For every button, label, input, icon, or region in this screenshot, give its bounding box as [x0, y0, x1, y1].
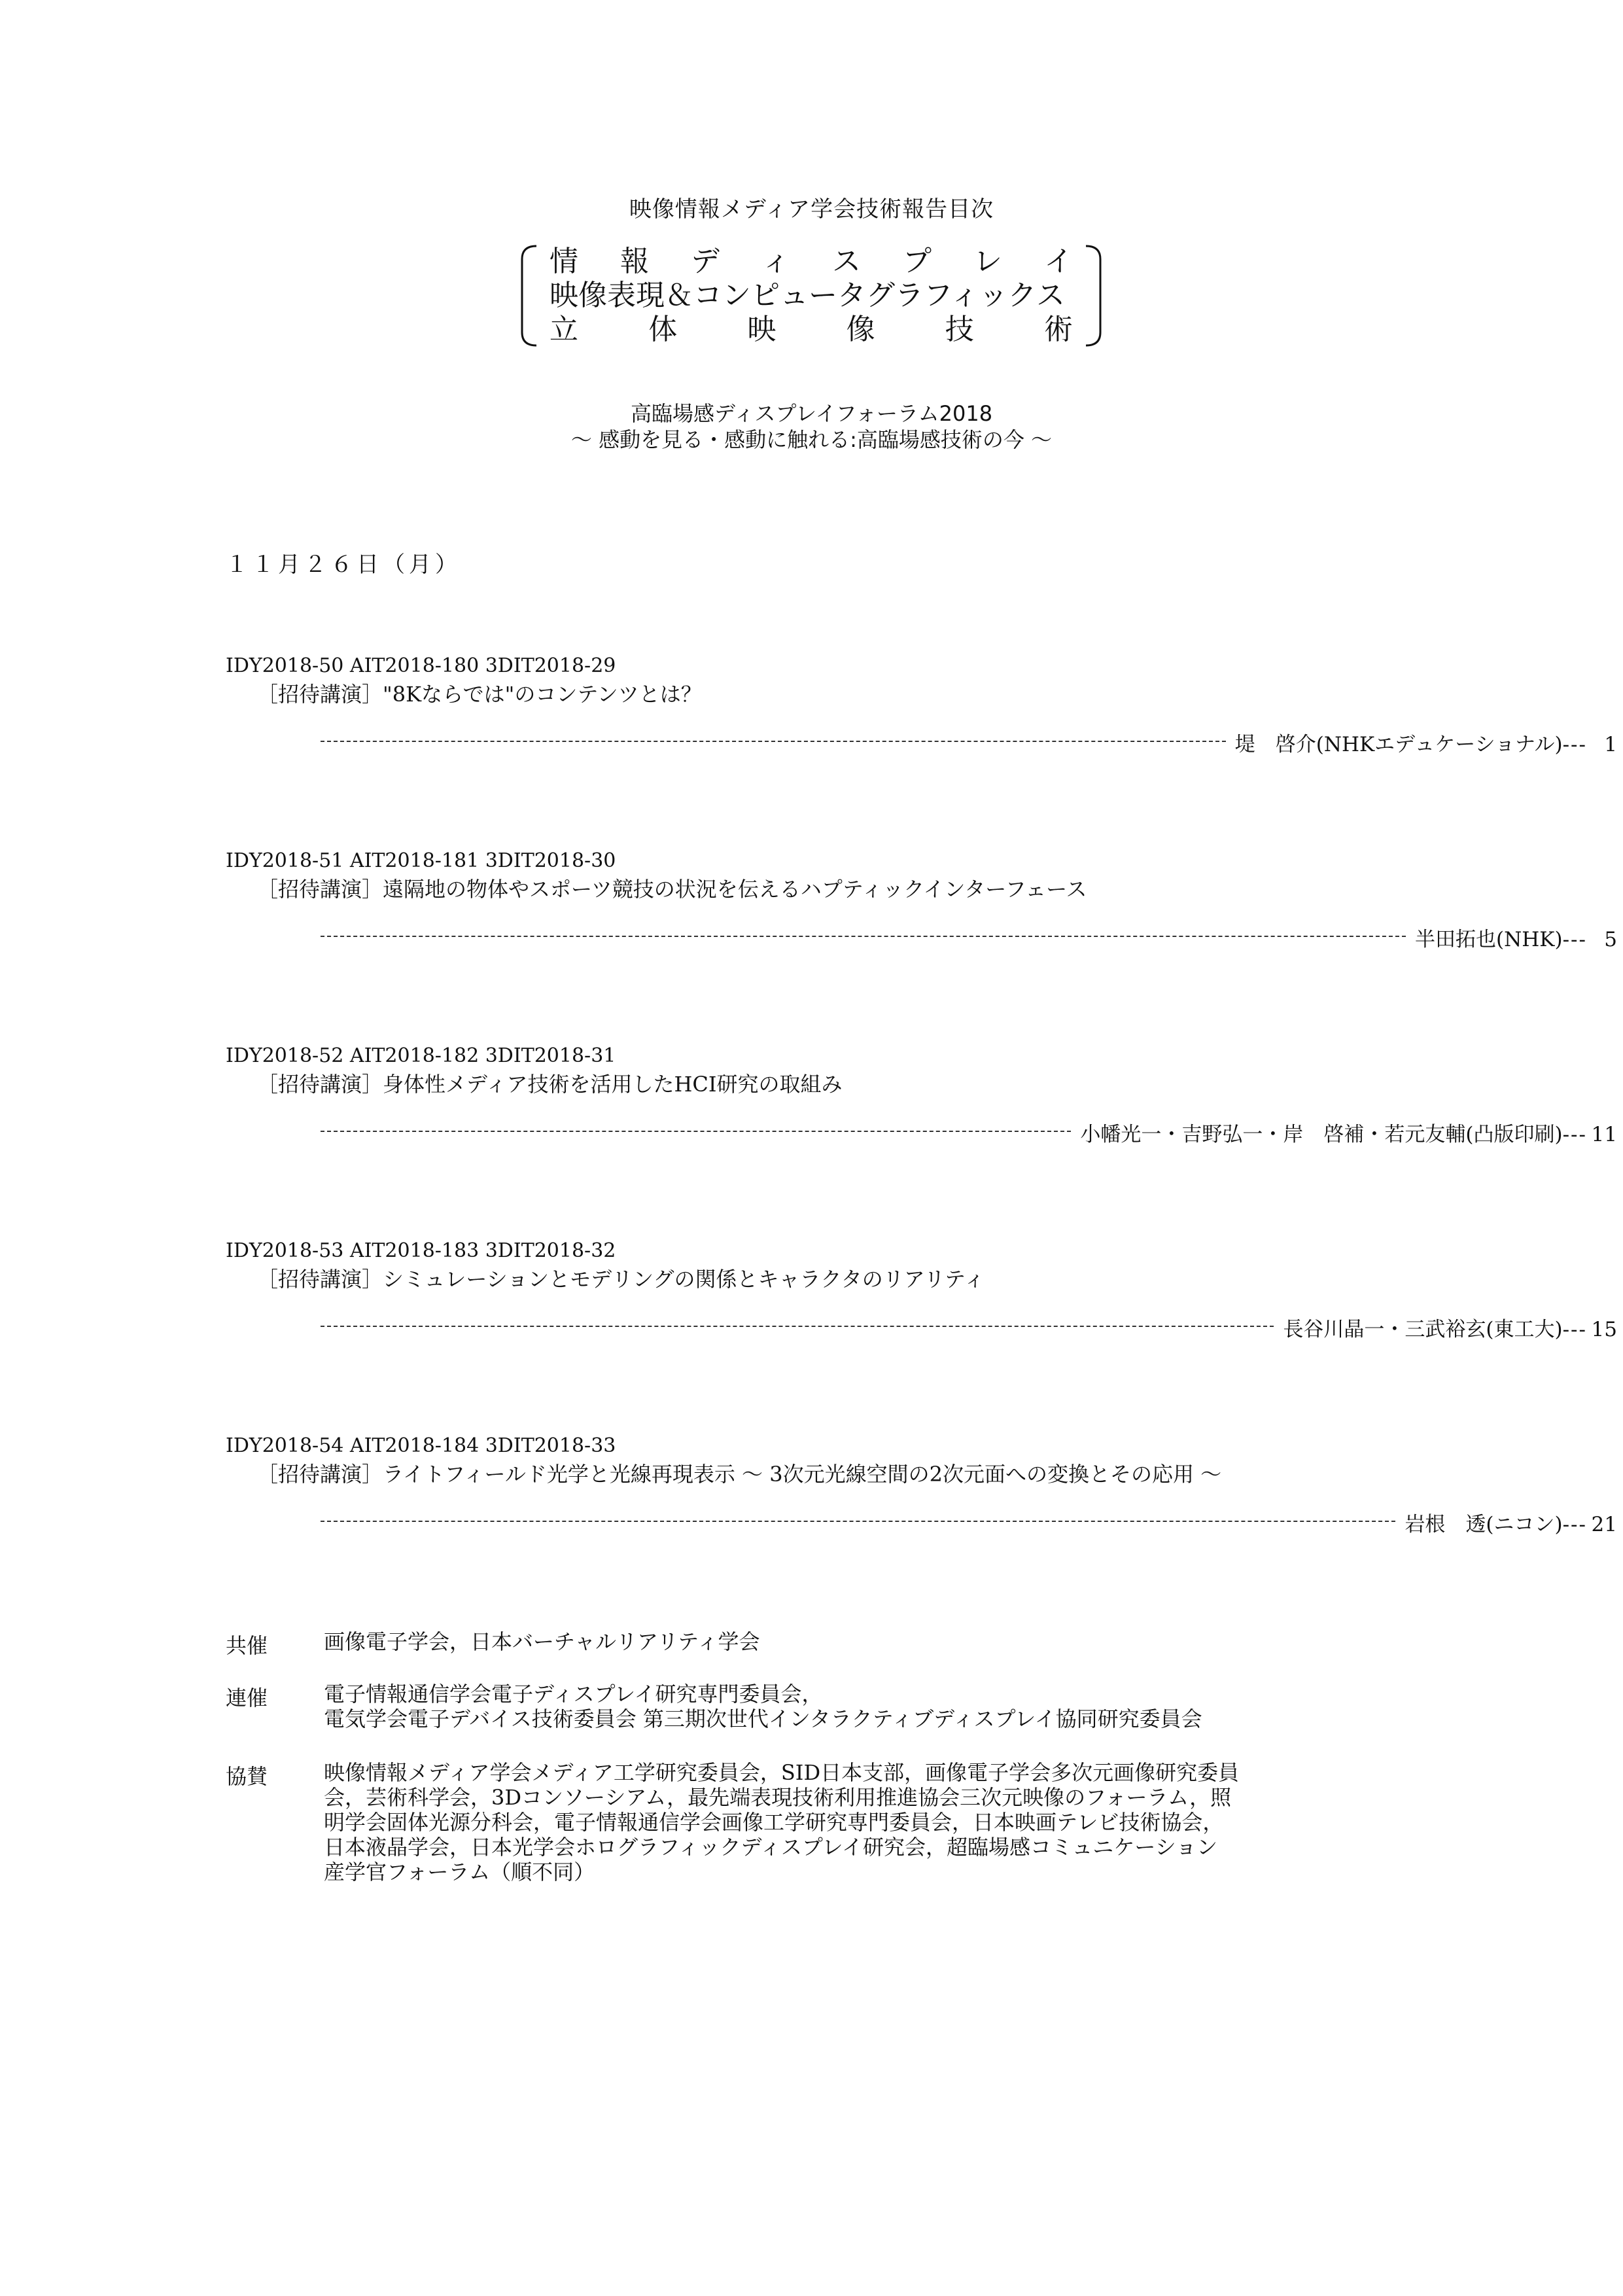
entry-codes: IDY2018-54 AIT2018-184 3DIT2018-33: [226, 1434, 616, 1457]
cosponsor-label: 共催: [226, 1633, 268, 1658]
entry-authors: 堤 啓介(NHKエデュケーショナル): [1234, 733, 1563, 756]
entry-author-line: [321, 1508, 1617, 1534]
report-index-title: 映像情報メディア学会技術報告目次: [629, 196, 994, 222]
entry-codes: IDY2018-53 AIT2018-183 3DIT2018-32: [226, 1239, 616, 1262]
entry-authors: 岩根 透(ニコン): [1405, 1513, 1563, 1536]
entry-page: 1: [1604, 733, 1617, 756]
leader-dashes: [321, 1118, 1071, 1141]
leader-dashes: [321, 1508, 1395, 1531]
entry-page: 15: [1591, 1318, 1617, 1341]
cosponsor-text: 画像電子学会，日本バーチャルリアリティ学会: [324, 1629, 760, 1654]
entry-page: 5: [1604, 928, 1617, 951]
entry-title: ［招待講演］ライトフィールド光学と光線再現表示 〜 3次元光線空間の2次元面への変換とその応用 〜: [257, 1462, 1222, 1487]
entry-trail: ---: [1562, 1513, 1587, 1536]
forum-title: 高臨場感ディスプレイフォーラム2018: [630, 401, 993, 426]
committee-line-display: 情 報 デ ィ ス プ レ イ: [550, 245, 1073, 278]
forum-heading: [0, 400, 1623, 453]
session-date: １１月２６日（月）: [226, 552, 461, 578]
supporter-text: 映像情報メディア学会メディア工学研究委員会，SID日本支部，画像電子学会多次元画像研究委員 会，芸術科学会，3Dコンソーシアム，最先端表現技術利用推進協会三次元映像のフォーラム，照 明学会固体光源分科会，電子情報通信学会画像工学研究専門委員会，日本映画テレビ技術協会， 日本液晶学会，日本光学会ホログラフィックディスプレイ研究会，超臨場感コミュニケーション 産学官フォーラム（順不同）: [324, 1760, 1240, 1884]
entry-title: ［招待講演］シミュレーションとモデリングの関係とキャラクタのリアリティ: [257, 1267, 985, 1292]
leader-dashes: [321, 1313, 1274, 1336]
entry-codes: IDY2018-52 AIT2018-182 3DIT2018-31: [226, 1044, 616, 1067]
supporter-label: 協賛: [226, 1764, 268, 1789]
entry-trail: ---: [1562, 1318, 1587, 1341]
joint-sponsor-text: 電子情報通信学会電子ディスプレイ研究専門委員会， 電気学会電子デバイス技術委員会 第三期次世代インタラクティブディスプレイ協同研究委員会: [324, 1682, 1202, 1731]
entry-page: 11: [1591, 1123, 1617, 1146]
entry-trail: ---: [1562, 928, 1587, 951]
entry-authors: 半田拓也(NHK): [1415, 928, 1563, 951]
entry-title: ［招待講演］身体性メディア技術を活用したHCI研究の取組み: [257, 1072, 843, 1097]
entry-author-line: [321, 1118, 1617, 1144]
leader-dashes: [321, 728, 1226, 751]
entry-authors: 長谷川晶一・三武裕玄(東工大): [1283, 1318, 1563, 1341]
leader-dashes: [321, 923, 1406, 946]
committee-bracket: [517, 243, 1106, 348]
entry-title: ［招待講演］遠隔地の物体やスポーツ競技の状況を伝えるハプティックインターフェース: [257, 877, 1087, 902]
entry-authors: 小幡光一・吉野弘一・岸 啓補・若元友輔(凸版印刷): [1080, 1123, 1563, 1146]
committee-line-cg: 映像表現＆コンピュータグラフィックス: [550, 279, 1066, 312]
committee-line-3d: 立 体 映 像 技 術: [550, 313, 1073, 346]
entry-codes: IDY2018-50 AIT2018-180 3DIT2018-29: [226, 654, 616, 677]
entry-trail: ---: [1562, 1123, 1587, 1146]
entry-author-line: [321, 728, 1617, 754]
entry-title: ［招待講演］"8Kならでは"のコンテンツとは？: [257, 682, 702, 707]
forum-subtitle: 〜 感動を見る・感動に触れる:高臨場感技術の今 〜: [570, 427, 1053, 452]
entry-author-line: [321, 923, 1617, 949]
joint-sponsor-label: 連催: [226, 1686, 268, 1710]
entry-trail: ---: [1562, 733, 1587, 756]
entry-codes: IDY2018-51 AIT2018-181 3DIT2018-30: [226, 849, 616, 872]
entry-page: 21: [1591, 1513, 1617, 1536]
entry-author-line: [321, 1313, 1617, 1339]
